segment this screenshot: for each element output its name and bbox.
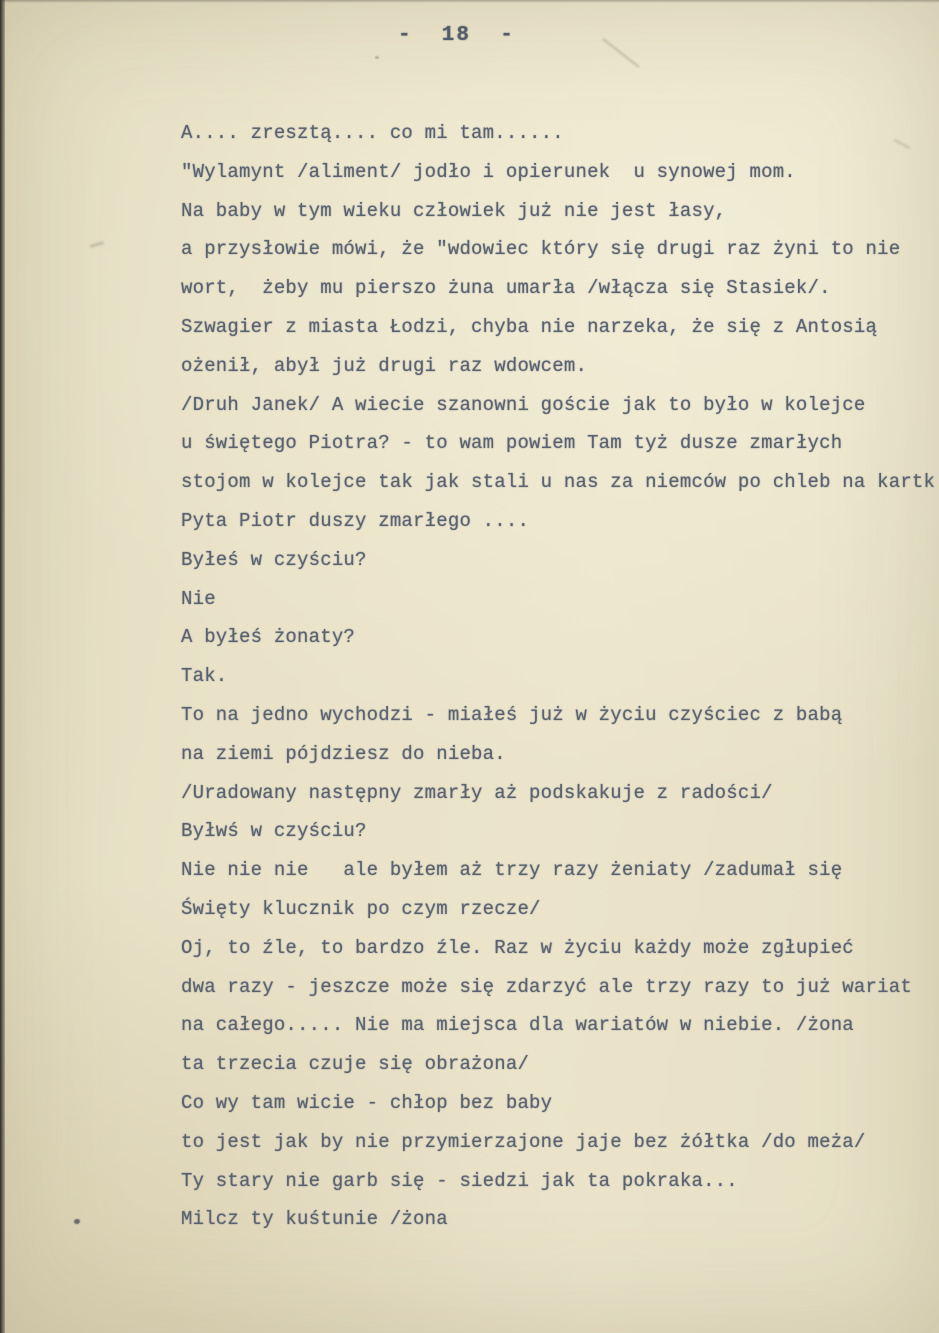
text-line: Święty klucznik po czym rzecze/ bbox=[181, 897, 541, 920]
paper-speck bbox=[375, 56, 379, 59]
text-line: A.... zresztą.... co mi tam...... bbox=[181, 122, 564, 144]
text-line: Byłwś w czyściu? bbox=[181, 820, 367, 843]
text-line: wort, żeby mu pierszo żuna umarła /włącza się Stasiek/. bbox=[181, 277, 831, 300]
text-line: A byłeś żonaty? bbox=[181, 626, 356, 649]
text-line: To na jedno wychodzi - miałeś już w życiu czyściec z babą bbox=[181, 703, 843, 726]
text-line: Milcz ty kuśtunie /żona bbox=[181, 1208, 448, 1231]
page-number: - 18 - bbox=[398, 24, 515, 47]
ink-speck bbox=[74, 1219, 80, 1224]
text-line: /Druh Janek/ A wiecie szanowni goście jak to było w kolejce bbox=[181, 393, 866, 416]
paper-crease bbox=[602, 38, 639, 68]
text-line: Szwagier z miasta Łodzi, chyba nie narzeka, że się z Antosią bbox=[181, 315, 878, 338]
text-line: u świętego Piotra? - to wam powiem Tam tyż dusze zmarłych bbox=[181, 432, 843, 455]
text-line: /Uradowany następny zmarły aż podskakuje z radości/ bbox=[181, 781, 773, 804]
text-line: stojom w kolejce tak jak stali u nas za niemców po chleb na kartk bbox=[181, 471, 936, 494]
text-line: Nie nie nie ale byłem aż trzy razy żeniaty /zadumał się bbox=[181, 859, 843, 882]
text-line: Byłeś w czyściu? bbox=[181, 548, 367, 571]
text-line: na ziemi pójdziesz do nieba. bbox=[181, 742, 506, 765]
text-line: Tak. bbox=[181, 665, 228, 688]
text-line: Co wy tam wicie - chłop bez baby bbox=[181, 1091, 553, 1114]
text-line: "Wylamynt /aliment/ jodło i opierunek u synowej mom. bbox=[181, 160, 796, 183]
text-line: Nie bbox=[181, 587, 216, 610]
paper-smudge bbox=[90, 241, 104, 248]
text-line: Na baby w tym wieku człowiek już nie jest łasy, bbox=[181, 199, 727, 222]
text-line: Ty stary nie garb się - siedzi jak ta pokraka... bbox=[181, 1169, 738, 1192]
text-line: na całego..... Nie ma miejsca dla wariatów w niebie. /żona bbox=[181, 1014, 854, 1037]
text-line: ta trzecia czuje się obrażona/ bbox=[181, 1053, 530, 1076]
scan-edge-top bbox=[0, 0, 939, 3]
typewritten-text-block bbox=[181, 114, 939, 1239]
text-line: Pyta Piotr duszy zmarłego .... bbox=[181, 509, 530, 532]
text-line: a przysłowie mówi, że "wdowiec który się drugi raz żyni to nie bbox=[181, 238, 901, 261]
text-line: to jest jak by nie przymierzajone jaje bez żółtka /do meża/ bbox=[181, 1130, 866, 1153]
scan-edge-left bbox=[0, 0, 5, 1333]
text-line: ożenił, abył już drugi raz wdowcem. bbox=[181, 354, 588, 377]
text-line: Oj, to źle, to bardzo źle. Raz w życiu każdy może zgłupieć bbox=[181, 936, 854, 959]
text-line: dwa razy - jeszcze może się zdarzyć ale trzy razy to już wariat bbox=[181, 975, 912, 998]
